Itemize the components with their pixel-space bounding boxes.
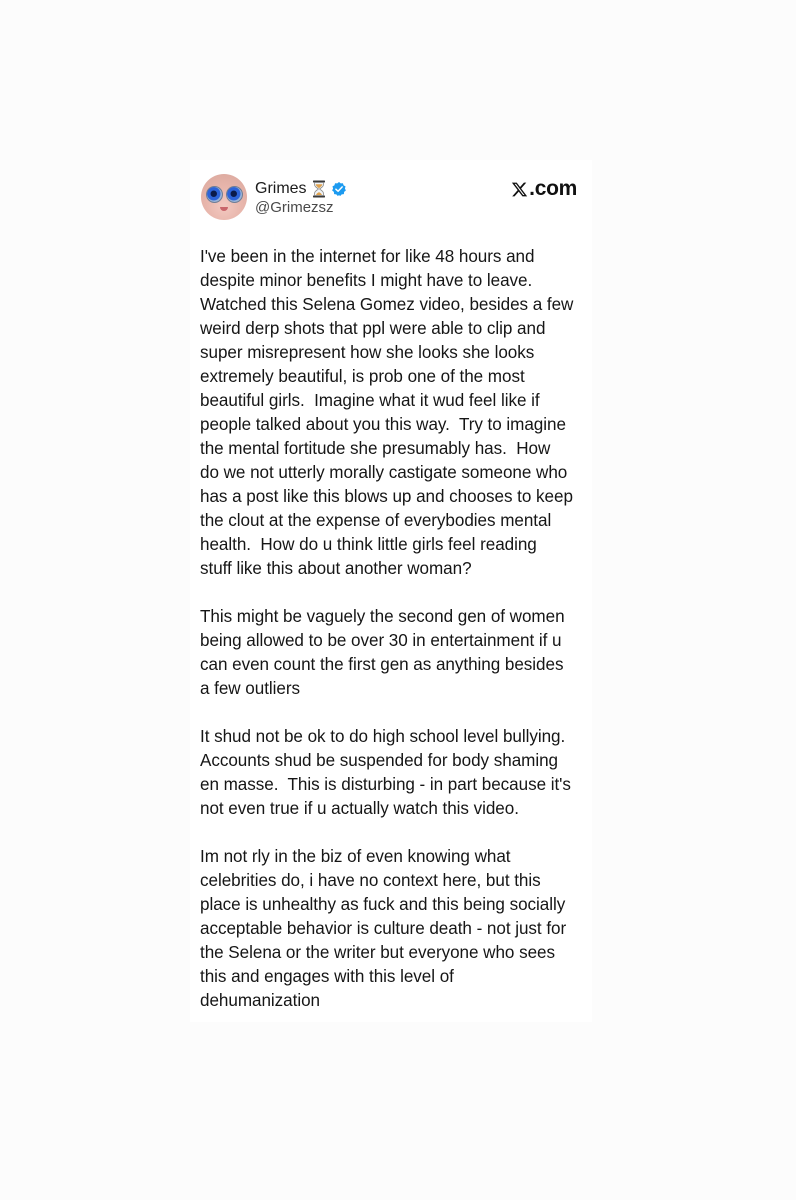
post-line: weird derp shots that ppl were able to clip and (200, 319, 546, 338)
x-logo-icon (511, 181, 528, 198)
post-line: the mental fortitude she presumably has. How (200, 439, 551, 458)
post-line: can even count the first gen as anything besides (200, 655, 564, 674)
post-paragraph-1 (200, 245, 592, 581)
post-line: I've been in the internet for like 48 hours and (200, 247, 535, 266)
post-paragraph-4 (200, 845, 592, 1013)
post-line: dehumanization (200, 991, 320, 1010)
post-line: being allowed to be over 30 in entertainment if u (200, 631, 562, 650)
post-line: the Selena or the writer but everyone who sees (200, 943, 555, 962)
post-line: has a post like this blows up and chooses to keep (200, 487, 573, 506)
post-line: stuff like this about another woman? (200, 559, 472, 578)
post-body (200, 245, 592, 1037)
hourglass-icon (312, 180, 326, 198)
post-line: super misrepresent how she looks she looks (200, 343, 535, 362)
avatar-right-lens (226, 186, 243, 203)
post-line: not even true if u actually watch this video. (200, 799, 519, 818)
post-header (190, 160, 592, 230)
post-line: place is unhealthy as fuck and this being socially (200, 895, 566, 914)
verified-badge-icon (331, 181, 347, 197)
post-line: a few outliers (200, 679, 301, 698)
post-line: Accounts shud be suspended for body shaming (200, 751, 559, 770)
post-line: en masse. This is disturbing - in part because it's (200, 775, 571, 794)
author-name-row (255, 179, 347, 199)
post-line: do we not utterly morally castigate someone who (200, 463, 568, 482)
post-paragraph-3 (200, 725, 592, 821)
post-line: Watched this Selena Gomez video, besides a few (200, 295, 574, 314)
author-name[interactable]: Grimes (255, 180, 307, 197)
post-line: people talked about you this way. Try to imagine (200, 415, 566, 434)
post-line: extremely beautiful, is prob one of the most (200, 367, 525, 386)
post-line: acceptable behavior is culture death - not just for (200, 919, 567, 938)
avatar-left-lens (206, 186, 223, 203)
post-line: It shud not be ok to do high school level bullying. (200, 727, 566, 746)
post-line: the clout at the expense of everybodies mental (200, 511, 552, 530)
author-handle[interactable]: @Grimezsz (255, 199, 334, 216)
post-line: celebrities do, i have no context here, but this (200, 871, 541, 890)
post-line: this and engages with this level of (200, 967, 454, 986)
post-line: health. How do u think little girls feel reading (200, 535, 537, 554)
post-paragraph-2 (200, 605, 592, 701)
avatar-mouth (220, 207, 228, 211)
x-brand (511, 177, 577, 201)
post-line: This might be vaguely the second gen of women (200, 607, 565, 626)
post-line: beautiful girls. Imagine what it wud feel like if (200, 391, 540, 410)
avatar[interactable] (201, 174, 247, 220)
post-line: despite minor benefits I might have to leave. (200, 271, 533, 290)
post-line: Im not rly in the biz of even knowing what (200, 847, 511, 866)
brand-domain-text: .com (529, 177, 577, 200)
post-card (190, 160, 592, 1022)
